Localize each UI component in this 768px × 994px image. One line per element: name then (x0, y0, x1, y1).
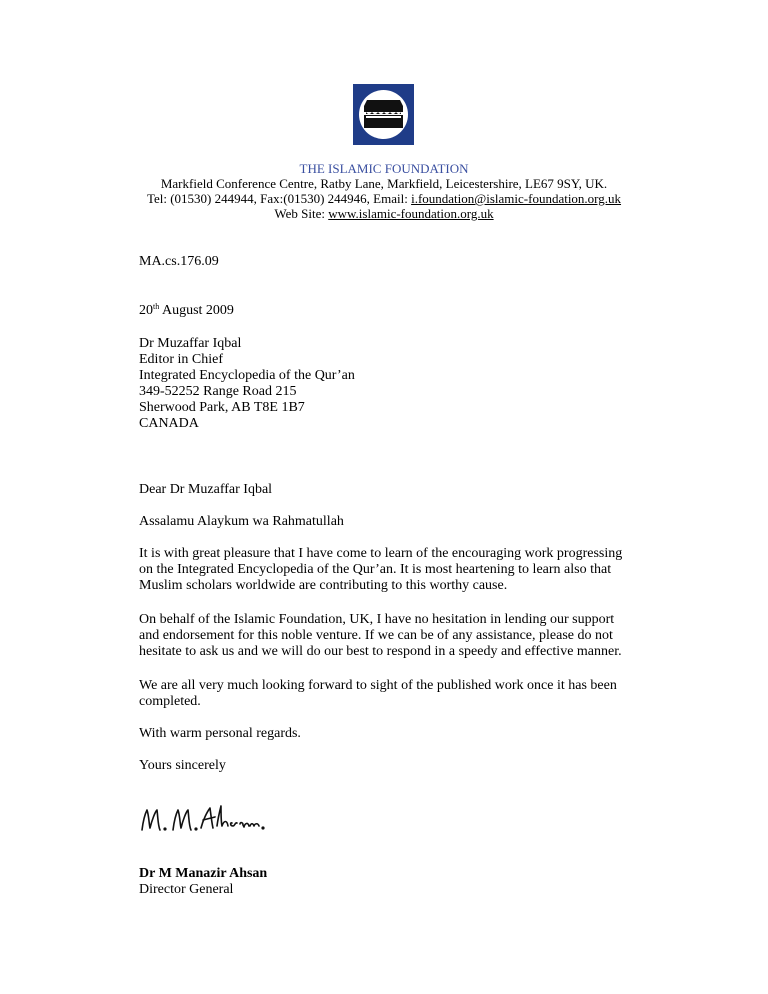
closing-regards: With warm personal regards. (139, 726, 301, 741)
kaaba-icon (363, 98, 404, 132)
website-line (0, 206, 768, 221)
contact-line (0, 191, 768, 206)
date-day: 20 (139, 303, 153, 318)
recipient-line: Integrated Encyclopedia of the Qur’an (139, 368, 355, 383)
greeting: Assalamu Alaykum wa Rahmatullah (139, 514, 344, 529)
letterhead (0, 161, 768, 221)
letter-date (139, 303, 639, 319)
paragraph-line: On behalf of the Islamic Foundation, UK, I have no hesitation in lending our support (139, 612, 615, 627)
sign-off: Yours sincerely (139, 758, 226, 773)
date-month-year: August 2009 (159, 303, 234, 318)
foundation-logo (353, 84, 414, 145)
recipient-line: Sherwood Park, AB T8E 1B7 (139, 400, 305, 415)
salutation: Dear Dr Muzaffar Iqbal (139, 482, 273, 497)
organization-name: THE ISLAMIC FOUNDATION (299, 161, 469, 176)
reference-text: MA.cs.176.09 (139, 254, 219, 269)
paragraph-line: and endorsement for this noble venture. If we can be of any assistance, please do not (139, 628, 613, 643)
paragraph-line: It is with great pleasure that I have come to learn of the encouraging work progressing (139, 546, 623, 561)
reference-number (139, 254, 639, 270)
paragraph-line: on the Integrated Encyclopedia of the Qur’an. It is most heartening to learn also that (139, 562, 612, 577)
date-suffix: th (153, 302, 160, 311)
paragraph-line: Muslim scholars worldwide are contributing to this worthy cause. (139, 578, 508, 593)
signatory (139, 866, 639, 898)
recipient-line: 349-52252 Range Road 215 (139, 384, 297, 399)
organization-address: Markfield Conference Centre, Ratby Lane, Markfield, Leicestershire, LE67 9SY, UK. (160, 176, 608, 191)
signatory-title: Director General (139, 882, 234, 897)
email-link[interactable]: i.foundation@islamic-foundation.org.uk (411, 191, 622, 206)
paragraph-line: hesitate to ask us and we will do our best to respond in a speedy and effective manner. (139, 644, 622, 659)
recipient-line: CANADA (139, 416, 199, 431)
website-prefix: Web Site: (274, 206, 329, 221)
signatory-name: Dr M Manazir Ahsan (139, 866, 268, 881)
recipient-address (139, 336, 639, 432)
website-link[interactable]: www.islamic-foundation.org.uk (328, 206, 494, 221)
contact-prefix: Tel: (01530) 244944, Fax:(01530) 244946, Email: (146, 191, 412, 206)
handwritten-signature (137, 798, 267, 838)
body-paragraph (139, 612, 639, 660)
recipient-line: Dr Muzaffar Iqbal (139, 336, 242, 351)
body-paragraph (139, 678, 639, 710)
recipient-line: Editor in Chief (139, 352, 223, 367)
paragraph-line: completed. (139, 694, 201, 709)
paragraph-line: We are all very much looking forward to sight of the published work once it has been (139, 678, 617, 693)
body-paragraph (139, 546, 639, 594)
